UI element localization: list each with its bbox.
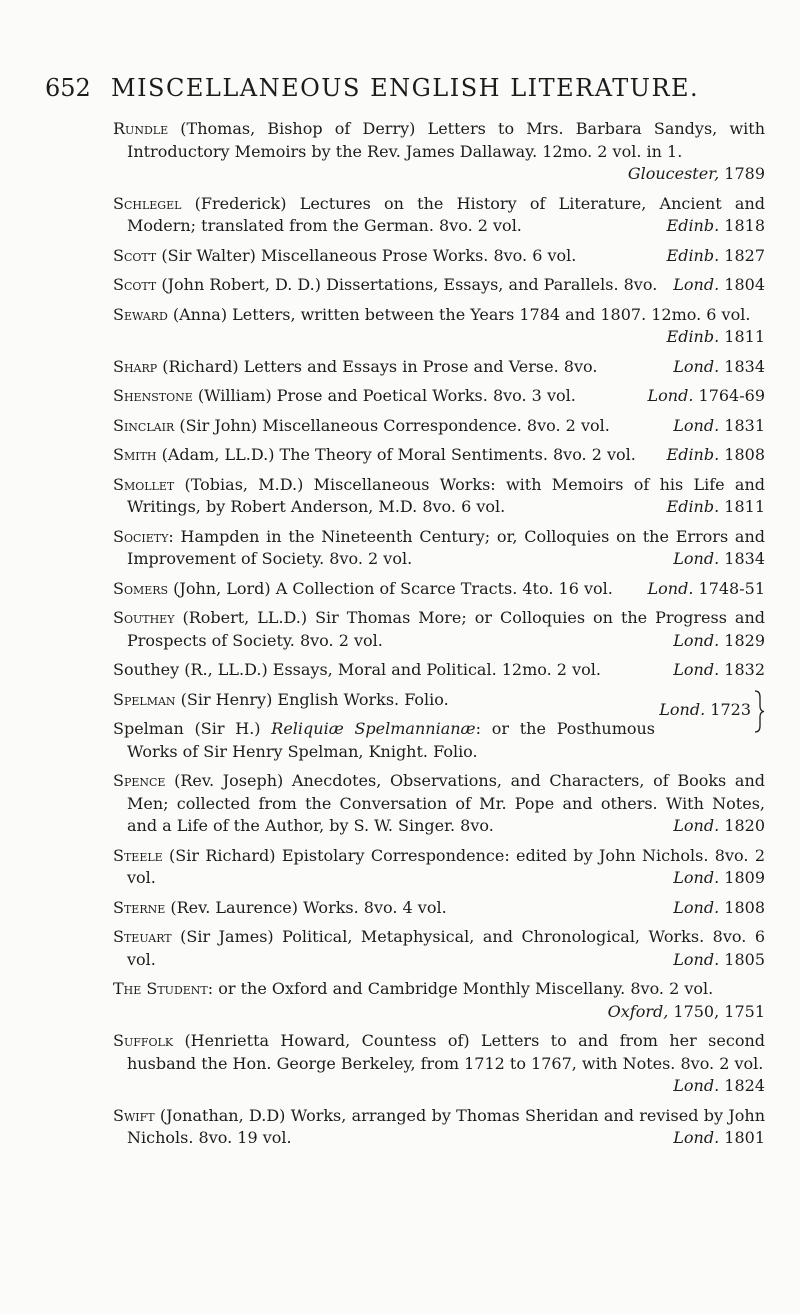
- entry-year: 1829: [724, 630, 765, 650]
- catalogue-entry: [113, 770, 765, 838]
- entry-author: Sinclair: [113, 415, 175, 435]
- entry-text: (Sir John) Miscellaneous Correspondence. 8vo. 2 vol.: [174, 415, 610, 435]
- entry-author: Steele: [113, 845, 163, 865]
- catalogue-entry: [113, 274, 765, 297]
- entry-year: 1820: [724, 816, 765, 835]
- entry-author: Scott: [113, 245, 157, 265]
- entry-place: Lond.: [673, 1076, 720, 1095]
- entry-author: Spence: [113, 771, 166, 790]
- spelman-entry-group: [113, 689, 765, 764]
- entry-year: 1750, 1751: [673, 1001, 765, 1021]
- entry-year: 1789: [724, 164, 765, 183]
- entry-imprint: [663, 548, 765, 571]
- entry-place: Lond.: [673, 949, 720, 969]
- catalogue-entry: [113, 245, 765, 268]
- entry-place: Lond.: [673, 1128, 720, 1147]
- catalogue-entry: [113, 444, 765, 467]
- entry-year: 1809: [724, 868, 765, 887]
- catalogue-entry: [113, 845, 765, 890]
- entry-author: Scott: [113, 275, 157, 294]
- entry-text: (Richard) Letters and Essays in Prose and Verse. 8vo.: [157, 356, 598, 376]
- entry-place: Lond.: [659, 699, 706, 719]
- entry-text: : Hampden in the Nineteenth Century; or, Colloquies on the Errors and Improvement of Society. 8vo. 2 vol.: [127, 526, 765, 568]
- entry-place: Lond.: [673, 630, 720, 650]
- entry-place: Lond.: [673, 549, 720, 568]
- entry-author: Somers: [113, 578, 169, 598]
- entry-imprint: [663, 415, 765, 438]
- entry-imprint: [638, 385, 765, 408]
- entry-text: (William) Prose and Poetical Works. 8vo. 3 vol.: [192, 386, 576, 405]
- catalogue-entry: [113, 474, 765, 519]
- catalogue-entry: [113, 118, 765, 186]
- entry-imprint: [657, 444, 765, 467]
- running-title: MISCELLANEOUS ENGLISH LITERATURE.: [111, 74, 700, 102]
- entry-place: Lond.: [673, 897, 720, 917]
- catalogue-entry: [113, 897, 765, 920]
- entry-author: Smollet: [113, 474, 175, 494]
- entry-place: Edinb.: [666, 497, 720, 516]
- entry-text: Southey (R., LL.D.) Essays, Moral and Political. 12mo. 2 vol.: [113, 660, 601, 679]
- catalogue-entry: [113, 1030, 765, 1098]
- entry-author: Schlegel: [113, 193, 182, 213]
- entry-place: Edinb.: [666, 245, 720, 265]
- entry-year: 1808: [724, 897, 765, 917]
- entry-imprint: [663, 867, 765, 890]
- entry-imprint: [663, 659, 765, 682]
- catalogue-entry: [113, 526, 765, 571]
- entry-place: Lond.: [673, 356, 720, 376]
- entry-author: Spelman: [113, 689, 176, 709]
- entry-imprint: [663, 274, 765, 297]
- entry-text: (Frederick) Lectures on the History of Literature, Ancient and Modern; translated from the German. 8vo. 2 vol.: [127, 193, 765, 235]
- entry-imprint: [657, 215, 765, 238]
- entry-author: Rundle: [113, 119, 169, 138]
- entry-author: Suffolk: [113, 1031, 174, 1050]
- entry-year: 1834: [724, 356, 765, 376]
- entry-imprint: [657, 326, 765, 349]
- entry-imprint: [663, 949, 765, 972]
- catalogue-entry: [113, 607, 765, 652]
- entry-text: (Adam, LL.D.) The Theory of Moral Sentiments. 8vo. 2 vol.: [156, 445, 636, 464]
- entry-imprint: [618, 163, 765, 186]
- entry-text: (John, Lord) A Collection of Scarce Tracts. 4to. 16 vol.: [168, 578, 613, 598]
- entry-text: (John Robert, D. D.) Dissertations, Essays, and Parallels. 8vo.: [156, 275, 658, 294]
- entry-place: Gloucester,: [627, 164, 720, 183]
- entry-author: Society: [113, 526, 169, 546]
- entry-author: The Student: [113, 979, 208, 998]
- entry-text: : or the Posthumous Works of Sir Henry Spelman, Knight. Folio.: [127, 719, 656, 761]
- entry-imprint: [663, 1075, 765, 1098]
- entry-imprint: [663, 815, 765, 838]
- entry-author: Seward: [113, 304, 168, 324]
- entry-year: 1808: [724, 445, 765, 464]
- entry-place: Lond.: [647, 578, 694, 598]
- entry-text: (Rev. Laurence) Works. 8vo. 4 vol.: [165, 897, 447, 917]
- entry-year: 1818: [724, 216, 765, 235]
- entry-year: 1804: [724, 275, 765, 294]
- entry-text: (Sir Richard) Epistolary Correspondence: edited by John Nichols. 8vo. 2 vol.: [127, 845, 765, 887]
- catalogue-entry: [113, 578, 765, 601]
- entry-year: 1831: [724, 415, 765, 435]
- entry-author: Shenstone: [113, 386, 193, 405]
- page-number: 652: [45, 74, 91, 102]
- entry-place: Lond.: [673, 660, 720, 679]
- entry-imprint: [598, 1001, 765, 1024]
- catalogue-entry: [113, 978, 765, 1023]
- catalogue-entry: [113, 415, 765, 438]
- entry-place: Oxford,: [607, 1001, 669, 1021]
- entry-imprint: [657, 245, 765, 268]
- page-header: [45, 66, 760, 110]
- entry-imprint: [638, 578, 765, 601]
- entry-text: Spelman (Sir H.): [113, 719, 272, 738]
- entry-imprint: [663, 897, 765, 920]
- entry-year: 1764-69: [698, 386, 765, 405]
- entry-author: Sharp: [113, 356, 158, 376]
- entry-year: 1827: [724, 245, 765, 265]
- entry-year: 1824: [724, 1076, 765, 1095]
- catalogue-entry: [113, 304, 765, 349]
- shared-imprint: [653, 689, 765, 734]
- entry-text: (Rev. Joseph) Anecdotes, Observations, and Characters, of Books and Men; collected from the Conversation of Mr. Pope and others. With Notes, and a Life of the Author, by S. W. Singer. 8vo.: [127, 771, 765, 835]
- entry-author: Sterne: [113, 897, 166, 917]
- entry-italic-title: Reliquiæ Spelmannianæ: [271, 719, 476, 738]
- entry-author: Steuart: [113, 927, 172, 946]
- entry-text: (Sir Henry) English Works. Folio.: [175, 689, 449, 709]
- catalogue-entry: [113, 385, 765, 408]
- entry-text: (Robert, LL.D.) Sir Thomas More; or Colloquies on the Progress and Prospects of Society. 8vo. 2 vol.: [127, 608, 765, 650]
- entry-author: Smith: [113, 445, 157, 464]
- entry-year: 1811: [724, 497, 765, 516]
- catalogue-entry: [113, 1105, 765, 1150]
- entry-place: Lond.: [673, 868, 720, 887]
- entry-year: 1748-51: [698, 578, 765, 598]
- entry-text: (Sir James) Political, Metaphysical, and Chronological, Works. 8vo. 6 vol.: [127, 927, 765, 969]
- entry-place: Lond.: [673, 275, 720, 294]
- entry-year: 1811: [724, 327, 765, 346]
- entry-author: Southey: [113, 608, 175, 627]
- entry-text: (Tobias, M.D.) Miscellaneous Works: with Memoirs of his Life and Writings, by Robert Anderson, M.D. 8vo. 6 vol.: [127, 474, 765, 516]
- catalogue-entry: [113, 926, 765, 971]
- entry-place: Lond.: [673, 816, 720, 835]
- entry-text: (Jonathan, D.D) Works, arranged by Thomas Sheridan and revised by John Nichols. 8vo. 19 vol.: [127, 1105, 765, 1147]
- entry-place: Edinb.: [666, 445, 720, 464]
- entry-place: Edinb.: [666, 216, 720, 235]
- entry-text: (Thomas, Bishop of Derry) Letters to Mrs. Barbara Sandys, with Introductory Memoirs by the Rev. James Dallaway. 12mo. 2 vol. in 1.: [127, 119, 765, 161]
- catalogue-entry: [113, 193, 765, 238]
- entry-place: Lond.: [647, 386, 694, 405]
- catalogue-entries: [113, 118, 765, 1157]
- catalogue-entry: [113, 356, 765, 379]
- entry-text: (Sir Walter) Miscellaneous Prose Works. 8vo. 6 vol.: [156, 245, 577, 265]
- entry-imprint: [663, 356, 765, 379]
- entry-imprint: [663, 1127, 765, 1150]
- entry-imprint: [663, 630, 765, 653]
- entry-year: 1805: [724, 949, 765, 969]
- entry-text: (Anna) Letters, written between the Years 1784 and 1807. 12mo. 6 vol.: [167, 304, 751, 324]
- entry-author: Swift: [113, 1105, 155, 1125]
- catalogue-entry: [113, 659, 765, 682]
- entry-year: 1832: [724, 660, 765, 679]
- entry-place: Edinb.: [666, 327, 720, 346]
- entry-imprint: [657, 496, 765, 519]
- entry-imprint: [659, 700, 751, 719]
- entry-year: 1723: [710, 699, 751, 719]
- entry-text: (Henrietta Howard, Countess of) Letters to and from her second husband the Hon. George Berkeley, from 1712 to 1767, with Notes. 8vo. 2 vol.: [127, 1031, 765, 1073]
- entry-text: : or the Oxford and Cambridge Monthly Miscellany. 8vo. 2 vol.: [207, 979, 714, 998]
- entry-place: Lond.: [673, 415, 720, 435]
- entry-year: 1801: [724, 1128, 765, 1147]
- brace-icon: [753, 689, 765, 734]
- entry-year: 1834: [724, 549, 765, 568]
